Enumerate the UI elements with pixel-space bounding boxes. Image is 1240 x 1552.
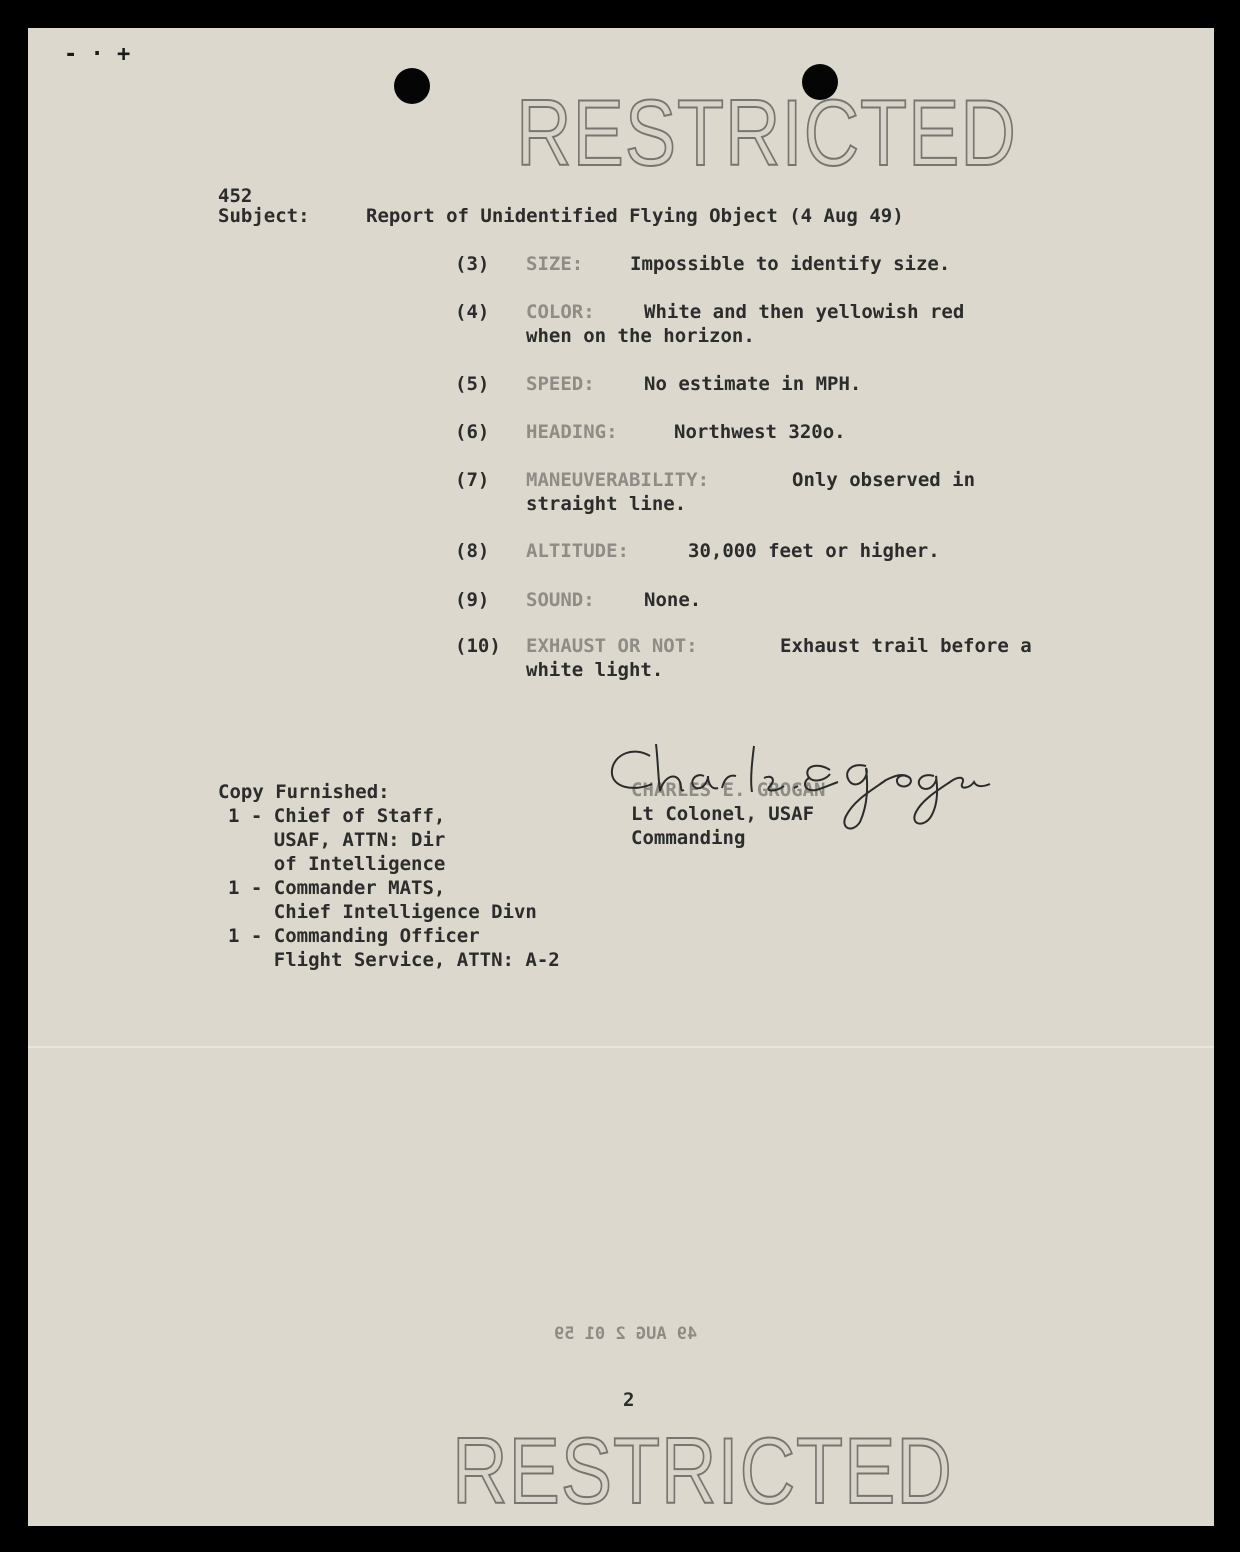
subject-text: Report of Unidentified Flying Object (4 Aug 49) [366,205,904,227]
copy-furnished-heading: Copy Furnished: [218,781,390,803]
item-number: (5) [455,373,490,395]
distribution-line: Chief Intelligence Divn [228,901,537,923]
punch-hole-left [394,68,430,104]
item-label: SIZE: [526,253,584,275]
restricted-stamp-bottom: RESTRICTED [452,1418,953,1523]
distribution-line: 1 - Commanding Officer [228,925,480,947]
item-number: (3) [455,253,490,275]
item-number: (7) [455,469,490,491]
item-label: EXHAUST OR NOT: [526,635,698,657]
distribution-line: of Intelligence [228,853,446,875]
distribution-line: USAF, ATTN: Dir [228,829,446,851]
signer-role: Commanding [631,827,746,849]
item-value: None. [644,589,702,611]
item-value: 30,000 feet or higher. [688,540,940,562]
item-value: Only observed in [792,469,976,491]
item-number: (8) [455,540,490,562]
distribution-line: 1 - Commander MATS, [228,877,446,899]
item-number: (6) [455,421,490,443]
item-number: (4) [455,301,490,323]
restricted-stamp-top: RESTRICTED [516,80,1017,185]
corner-mark: - · + [64,42,131,67]
item-value: Impossible to identify size. [630,253,951,275]
item-value: Northwest 320o. [674,421,846,443]
signer-name: CHARLES E. GROGAN [631,779,826,801]
item-value-cont: when on the horizon. [526,325,755,347]
item-value: Exhaust trail before a [780,635,1032,657]
distribution-line: Flight Service, ATTN: A-2 [228,949,560,971]
item-label: ALTITUDE: [526,540,629,562]
item-value: No estimate in MPH. [644,373,862,395]
file-number: 452 [218,185,253,207]
signer-rank: Lt Colonel, USAF [631,803,815,825]
fold-line [28,1046,1214,1048]
handwritten-signature [604,736,994,836]
item-label: COLOR: [526,301,595,323]
item-value: White and then yellowish red [644,301,965,323]
received-stamp: 49 AUG 2 01 59 [554,1324,698,1344]
distribution-line: 1 - Chief of Staff, [228,805,446,827]
item-label: MANEUVERABILITY: [526,469,710,491]
item-label: SPEED: [526,373,595,395]
document-page [28,28,1214,1526]
page-number: 2 [623,1389,635,1411]
subject-label: Subject: [218,205,310,227]
item-number: (9) [455,589,490,611]
item-label: HEADING: [526,421,618,443]
item-label: SOUND: [526,589,595,611]
item-number: (10) [455,635,501,657]
item-value-cont: straight line. [526,493,687,515]
item-value-cont: white light. [526,659,664,681]
